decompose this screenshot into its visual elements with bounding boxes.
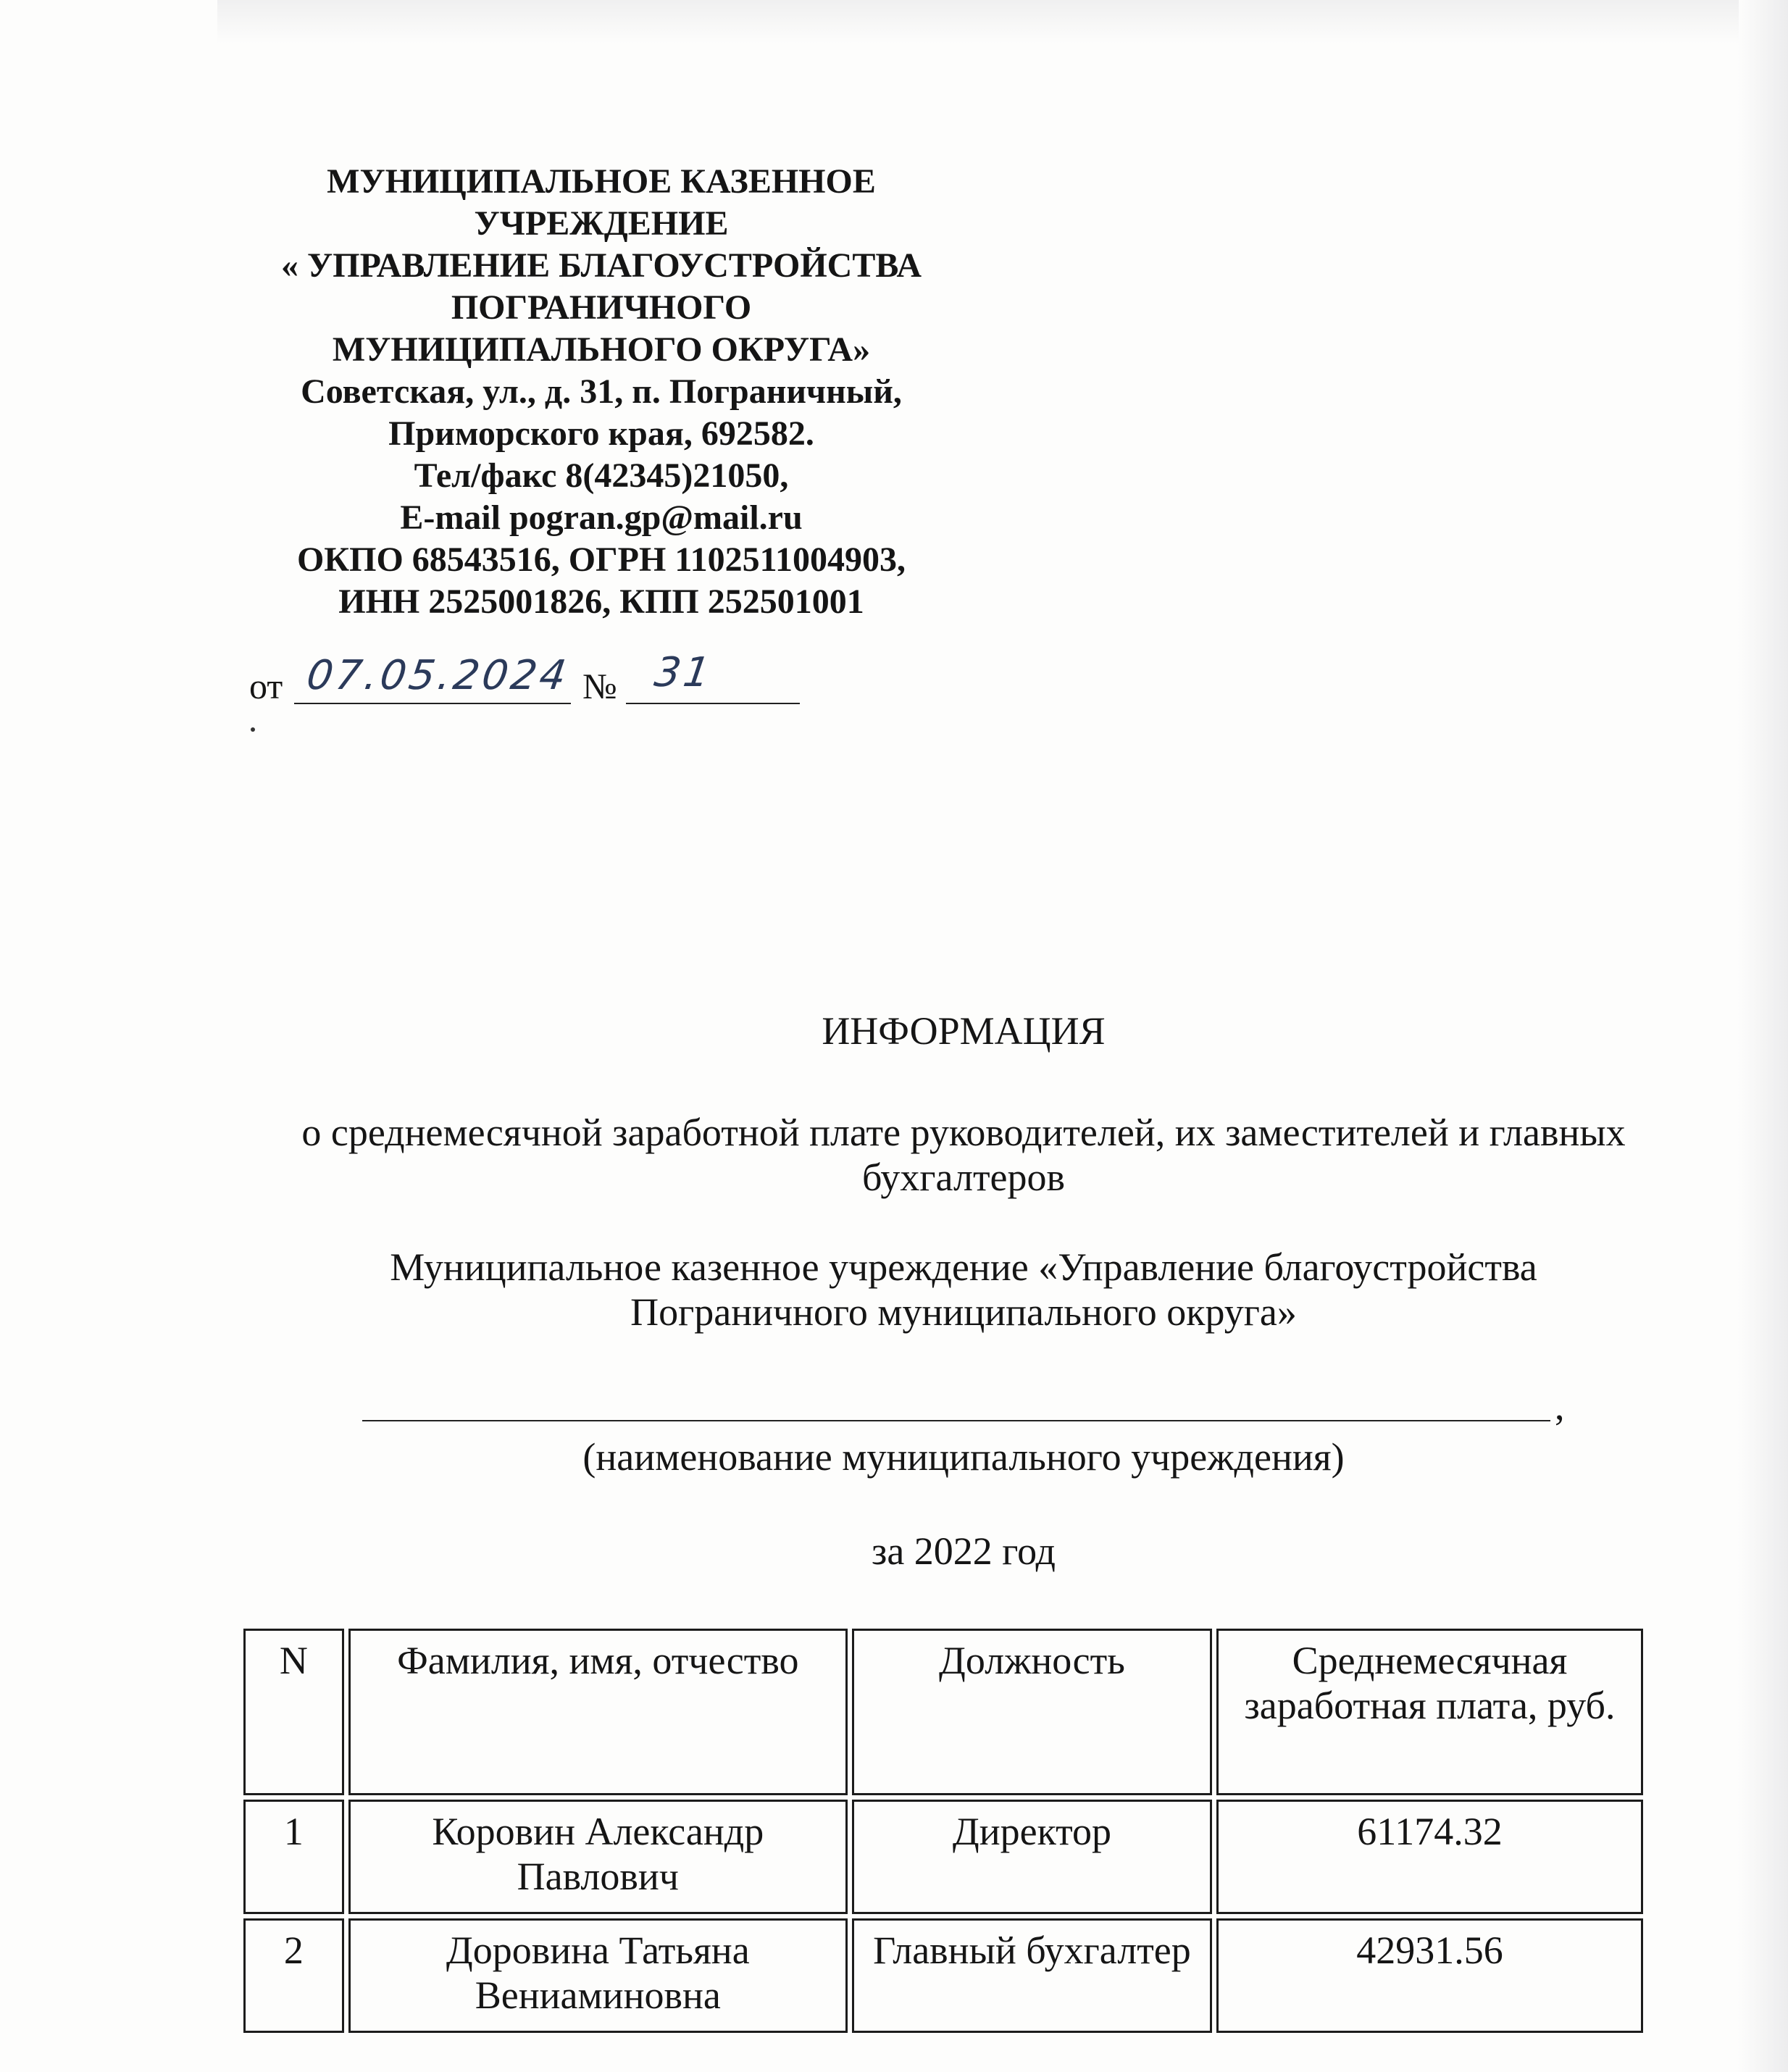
document-title: ИНФОРМАЦИЯ — [822, 1009, 1106, 1053]
letterhead-line: МУНИЦИПАЛЬНОГО ОКРУГА» — [332, 330, 871, 369]
table-header-row — [243, 1629, 1643, 1795]
cell-position: Главный бухгалтер — [852, 1918, 1212, 2033]
letterhead-address: Советская, ул., д. 31, п. Пограничный, — [301, 372, 902, 411]
number-label: № — [582, 666, 617, 706]
cell-position: Директор — [852, 1800, 1212, 1914]
document-reference — [249, 649, 814, 710]
scan-shadow-top — [217, 0, 1739, 43]
cell-full-name: Коровин Александр Павлович — [348, 1800, 848, 1914]
letterhead — [203, 161, 1000, 623]
cell-full-name: Доровина Татьяна Вениаминовна — [348, 1918, 848, 2033]
blank-line-comma: , — [1555, 1384, 1565, 1428]
cell-number: 2 — [243, 1918, 344, 2033]
organization-blank-line — [362, 1377, 1550, 1421]
letterhead-phone: Тел/факс 8(42345)21050, — [414, 456, 789, 495]
stray-mark — [251, 727, 255, 732]
letterhead-codes: ИНН 2525001826, КПП 252501001 — [338, 582, 864, 621]
handwritten-number: 31 — [651, 649, 716, 696]
cell-salary: 42931.56 — [1216, 1918, 1643, 2033]
subtitle-line: о среднемесячной заработной плате руководителей, их заместителей и главных — [301, 1111, 1626, 1154]
organization-line: Пограничного муниципального округа» — [630, 1290, 1297, 1334]
letterhead-address: Приморского края, 692582. — [388, 414, 814, 453]
letterhead-line: МУНИЦИПАЛЬНОЕ КАЗЕННОЕ — [327, 162, 876, 201]
table-row — [243, 1918, 1643, 2033]
scan-shadow-right — [1737, 0, 1788, 2072]
table-row — [243, 1800, 1643, 1914]
letterhead-line: УЧРЕЖДЕНИЕ — [474, 204, 729, 243]
subtitle-line: бухгалтеров — [861, 1156, 1066, 1199]
cell-salary: 61174.32 — [1216, 1800, 1643, 1914]
header-position: Должность — [852, 1629, 1212, 1795]
handwritten-date: 07.05.2024 — [304, 652, 572, 699]
organization-caption: (наименование муниципального учреждения) — [582, 1435, 1345, 1479]
salary-table — [239, 1624, 1647, 2037]
letterhead-line: « УПРАВЛЕНИЕ БЛАГОУСТРОЙСТВА — [281, 246, 922, 285]
header-salary: Среднемесячная заработная плата, руб. — [1216, 1629, 1643, 1795]
organization-name — [217, 1245, 1710, 1334]
organization-line: Муниципальное казенное учреждение «Управление благоустройства — [390, 1245, 1537, 1289]
reporting-period: за 2022 год — [871, 1529, 1056, 1573]
letterhead-line: ПОГРАНИЧНОГО — [451, 288, 752, 327]
letterhead-email: E-mail pogran.gp@mail.ru — [400, 498, 803, 537]
cell-number: 1 — [243, 1800, 344, 1914]
document-subtitle — [217, 1110, 1710, 1200]
letterhead-codes: ОКПО 68543516, ОГРН 1102511004903, — [296, 540, 906, 579]
date-label: от — [249, 666, 283, 706]
header-number: N — [243, 1629, 344, 1795]
header-full-name: Фамилия, имя, отчество — [348, 1629, 848, 1795]
